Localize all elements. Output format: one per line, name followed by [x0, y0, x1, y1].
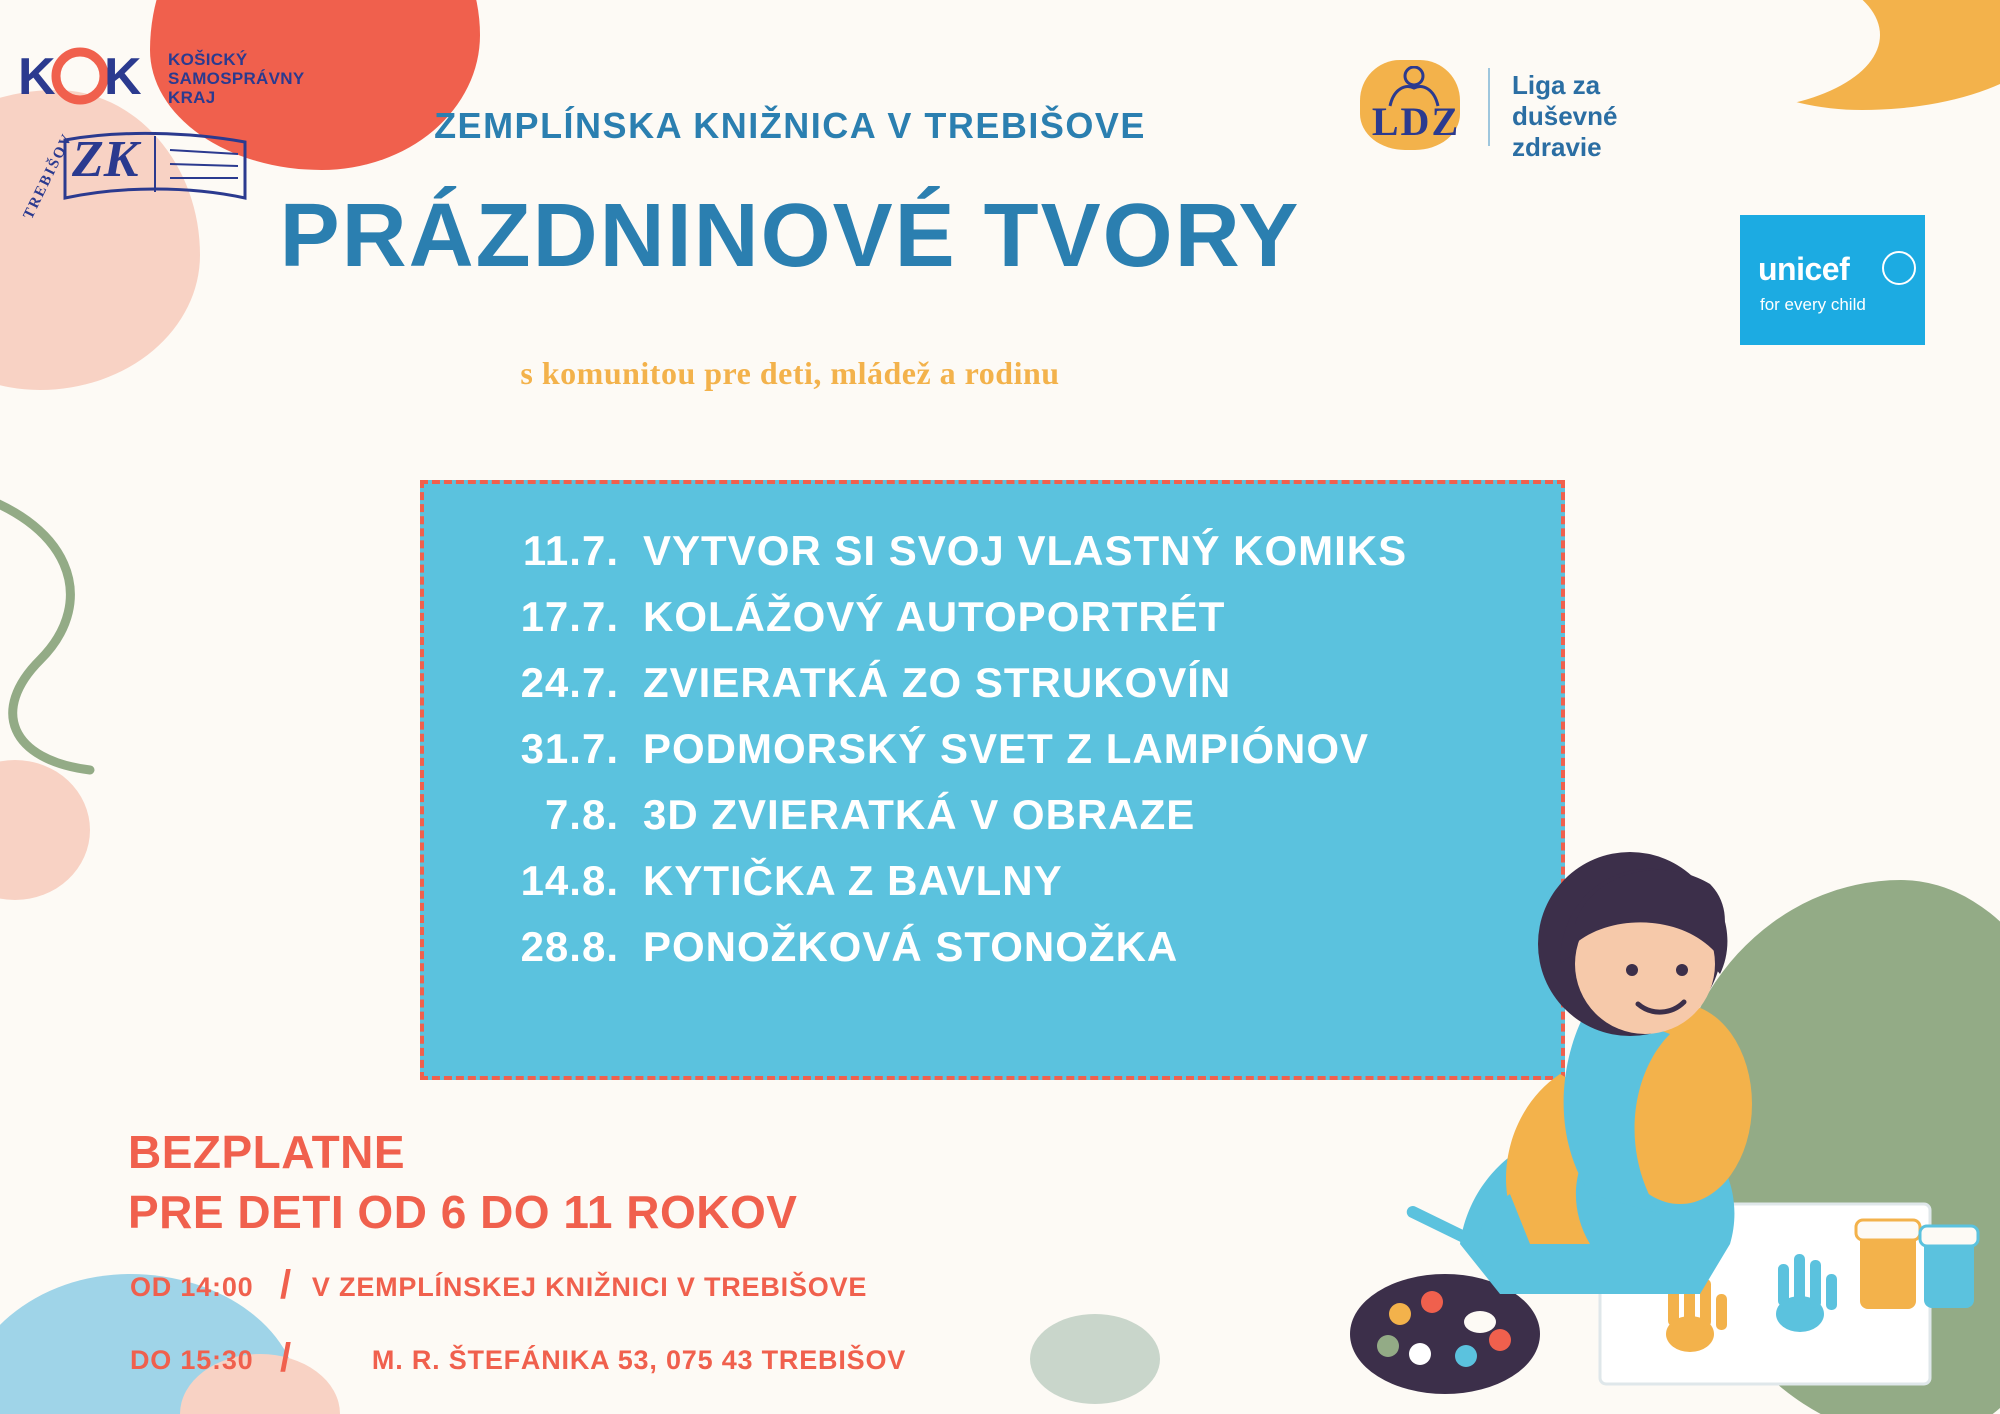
free-label: BEZPLATNE — [128, 1126, 406, 1178]
program-date: 24.7. — [520, 659, 619, 706]
age-range-label: PRE DETI OD 6 DO 11 ROKOV — [128, 1186, 798, 1238]
separator: / — [280, 1336, 292, 1380]
program-name: 3D ZVIERATKÁ V OBRAZE — [643, 791, 1196, 838]
organization-name: ZEMPLÍNSKA KNIŽNICA V TREBIŠOVE — [434, 105, 1146, 146]
address: M. R. ŠTEFÁNIKA 53, 075 43 TREBIŠOV — [371, 1345, 907, 1375]
ksk-mark-icon — [18, 42, 158, 112]
list-item — [444, 527, 1561, 575]
list-item — [444, 659, 1561, 707]
unicef-logo — [1740, 215, 1925, 345]
time-to: DO 15:30 — [130, 1345, 254, 1375]
program-name: KOLÁŽOVÝ AUTOPORTRÉT — [643, 593, 1226, 640]
program-date: 28.8. — [520, 923, 619, 970]
ksk-name-line2: SAMOSPRÁVNY — [168, 69, 305, 88]
zk-monogram: ZK — [72, 131, 139, 188]
ksk-name-line3: KRAJ — [168, 88, 216, 107]
page-title: PRÁZDNINOVÉ TVORY — [279, 186, 1301, 286]
ldz-name-line1: Liga za — [1512, 70, 1601, 100]
ldz-name-line3: zdravie — [1512, 132, 1602, 162]
program-name: KYTIČKA Z BAVLNY — [643, 857, 1063, 904]
time-row-from — [130, 1265, 1030, 1310]
subtitle: s komunitou pre deti, mládež a rodinu — [520, 355, 1060, 391]
program-name: ZVIERATKÁ ZO STRUKOVÍN — [643, 659, 1232, 706]
program-date: 31.7. — [520, 725, 619, 772]
svg-text:K: K — [104, 48, 142, 106]
time-row-to — [130, 1338, 1030, 1383]
unicef-wordmark: unicef — [1758, 251, 1850, 287]
separator: / — [280, 1263, 292, 1307]
program-name: VYTVOR SI SVOJ VLASTNÝ KOMIKS — [643, 527, 1408, 574]
list-item — [444, 593, 1561, 641]
program-date: 17.7. — [520, 593, 619, 640]
ldz-name-line2: duševné — [1512, 101, 1618, 131]
ksk-name — [168, 50, 305, 107]
program-date: 11.7. — [522, 527, 619, 574]
ldz-monogram: LDZ — [1371, 99, 1461, 144]
ksk-name-line1: KOŠICKÝ — [168, 50, 248, 69]
svg-text:K: K — [18, 48, 56, 106]
venue: V ZEMPLÍNSKEJ KNIŽNICI V TREBIŠOVE — [311, 1272, 868, 1302]
time-from: OD 14:00 — [130, 1272, 254, 1302]
decorative-blob-peach-mid — [0, 760, 90, 900]
decorative-blob-grey — [1030, 1314, 1160, 1404]
program-date: 14.8. — [520, 857, 619, 904]
unicef-globe-icon — [1882, 251, 1916, 285]
program-name: PODMORSKÝ SVET Z LAMPIÓNOV — [643, 725, 1370, 772]
decorative-swirl-icon — [0, 480, 170, 780]
program-name: PONOŽKOVÁ STONOŽKA — [643, 923, 1179, 970]
child-painting-illustration — [1260, 774, 1980, 1414]
program-date: 7.8. — [544, 791, 619, 838]
zk-side-label: TREBIŠOV — [20, 130, 77, 222]
ksk-logo — [18, 42, 318, 112]
unicef-tagline: for every child — [1760, 295, 1866, 314]
time-and-venue — [130, 1265, 1030, 1411]
list-item — [444, 725, 1561, 773]
